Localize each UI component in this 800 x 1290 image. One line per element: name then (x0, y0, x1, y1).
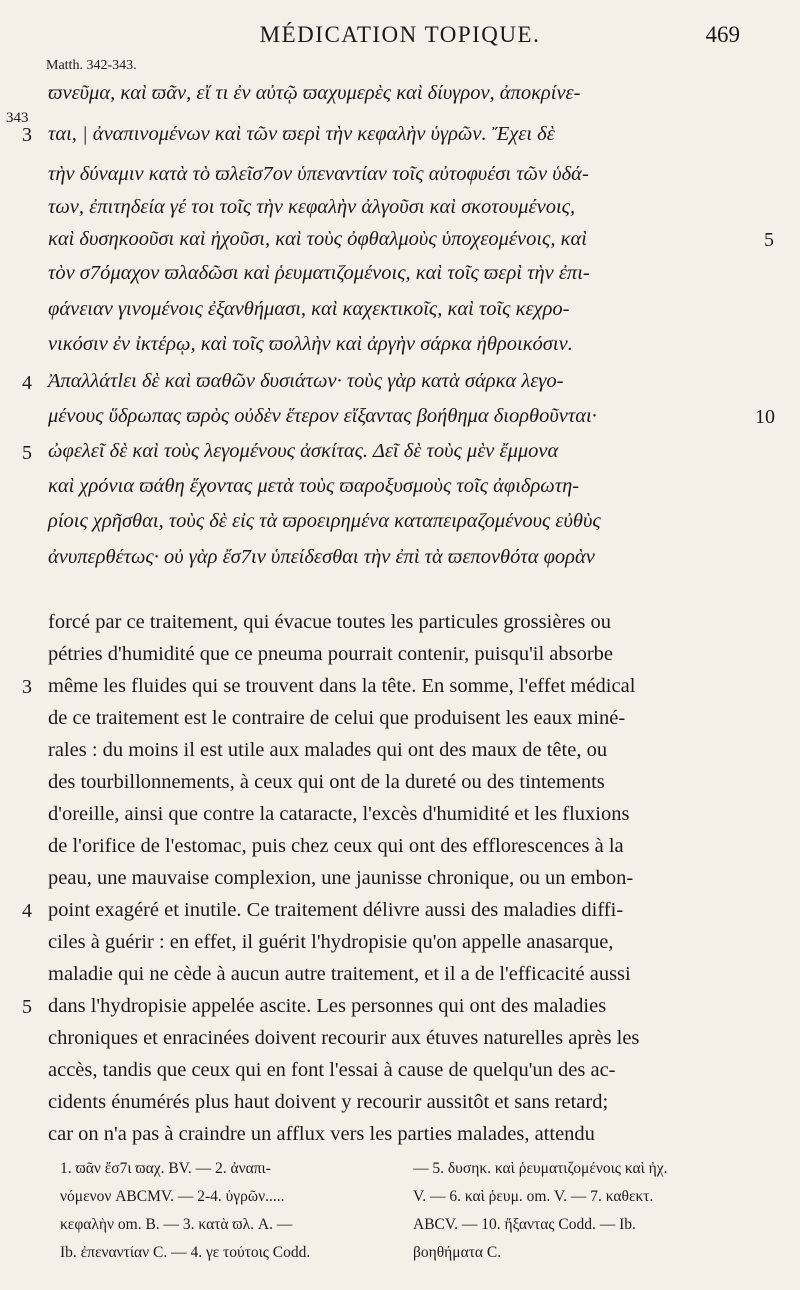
footnote-line: — 5. δυσηκ. καὶ ῥευματιζομένοις καὶ ἠχ. (413, 1160, 668, 1177)
french-line: accès, tandis que ceux qui en font l'essai à cause de quelqu'un des ac- (48, 1059, 616, 1081)
section-number: 3 (22, 676, 32, 698)
greek-line: καὶ δυσηκοοῦσι καὶ ἠχοῦσι, καὶ τοὺς ὀφθαλμοὺς ὑποχεομένοις, καὶ (48, 228, 587, 250)
footnote-line: 1. ϖᾶν ἔσ7ι ϖαχ. BV. — 2. ἀναπι- (60, 1160, 271, 1177)
greek-line: μένους ὕδρωπας ϖρὸς οὐδὲν ἕτερον εἴξαντας βοήθημα διορθοῦνται· (48, 405, 597, 427)
footnote-line: κεφαλὴν om. B. — 3. κατὰ ϖλ. A. — (60, 1216, 293, 1233)
footnote-line: Ib. ἐπεναντίαν C. — 4. γε τούτοις Codd. (60, 1244, 311, 1261)
greek-line: νικόσιν ἐν ἰκτέρῳ, καὶ τοῖς ϖολλὴν καὶ ἀργὴν σάρκα ἠθροικόσιν. (48, 333, 573, 355)
page-header (0, 22, 800, 56)
footnote-line: νόμενον ABCMV. — 2-4. ὑγρῶν..... (60, 1188, 285, 1205)
greek-line: φάνειαν γινομένοις ἐξανθήμασι, καὶ καχεκτικοῖς, καὶ τοῖς κεχρο- (48, 298, 570, 320)
section-number: 5 (22, 996, 32, 1018)
french-line: dans l'hydropisie appelée ascite. Les personnes qui ont des maladies (48, 995, 607, 1017)
french-line: même les fluides qui se trouvent dans la tête. En somme, l'effet médical (48, 675, 636, 697)
greek-line: τὴν δύναμιν κατὰ τὸ ϖλεῖσ7ον ὑπεναντίαν τοῖς αὐτοφυέσι τῶν ὑδά- (48, 163, 589, 185)
footnote-line: βοηθήματα C. (413, 1244, 502, 1261)
french-line: point exagéré et inutile. Ce traitement délivre aussi des maladies diffi- (48, 899, 624, 921)
french-line: de ce traitement est le contraire de celui que produisent les eaux miné- (48, 707, 626, 729)
greek-line: ται, | ἀναπινομένων καὶ τῶν ϖερὶ τὴν κεφαλὴν ὑγρῶν. Ἔχει δὲ (48, 123, 555, 145)
french-line: pétries d'humidité que ce pneuma pourrait contenir, puisqu'il absorbe (48, 643, 614, 665)
french-line: ciles à guérir : en effet, il guérit l'hydropisie qu'on appelle anasarque, (48, 931, 614, 953)
line-number: 5 (764, 229, 774, 251)
french-line: cidents énumérés plus haut doivent y recourir aussitôt et sans retard; (48, 1091, 609, 1113)
greek-line: ἀνυπερθέτως· οὐ γὰρ ἔσ7ιν ὑπείδεσθαι τὴν ἐπὶ τὰ ϖεπονθότα φορὰν (48, 546, 595, 568)
edition-reference: Matth. 342-343. (46, 58, 137, 73)
footnote-line: V. — 6. καὶ ῥευμ. om. V. — 7. καθεκτ. (413, 1188, 654, 1205)
line-number: 10 (755, 406, 775, 428)
section-number: 4 (22, 372, 32, 394)
section-number: 5 (22, 442, 32, 464)
french-line: rales : du moins il est utile aux malades qui ont des maux de tête, ou (48, 739, 608, 761)
section-number: 3 (22, 124, 32, 146)
french-line: chroniques et enracinées doivent recourir aux étuves naturelles après les (48, 1027, 640, 1049)
french-line: de l'orifice de l'estomac, puis chez ceux qui ont des efflorescences à la (48, 835, 624, 857)
french-line: car on n'a pas à craindre un afflux vers les parties malades, attendu (48, 1123, 595, 1145)
greek-line: ρίοις χρῆσθαι, τοὺς δὲ εἰς τὰ ϖροειρημένα καταπειραζομένους εὐθὺς (48, 510, 601, 532)
french-line: peau, une mauvaise complexion, une jaunisse chronique, ou un embon- (48, 867, 634, 889)
section-number: 4 (22, 900, 32, 922)
greek-line: ϖνεῦμα, καὶ ϖᾶν, εἴ τι ἐν αὐτῷ ϖαχυμερὲς καὶ δίυγρον, ἀποκρίνε- (48, 82, 581, 104)
running-title: MÉDICATION TOPIQUE. (259, 22, 541, 47)
greek-line: Ἀπαλλάτlει δὲ καὶ ϖαθῶν δυσιάτων· τοὺς γὰρ κατὰ σάρκα λεγο- (48, 370, 564, 392)
page-number: 469 (705, 22, 740, 47)
greek-line: ὠφελεῖ δὲ καὶ τοὺς λεγομένους ἀσκίτας. Δεῖ δὲ τοὺς μὲν ἔμμονα (48, 440, 559, 462)
french-line: maladie qui ne cède à aucun autre traitement, et il a de l'efficacité aussi (48, 963, 631, 985)
greek-line: καὶ χρόνια ϖάθη ἔχοντας μετὰ τοὺς ϖαροξυσμοὺς τοῖς ἀφιδρωτη- (48, 475, 580, 497)
page-ref-marker: 343 (6, 110, 29, 126)
footnote-line: ABCV. — 10. ἤξαντας Codd. — Ib. (413, 1216, 636, 1233)
greek-line: τὸν σ7όμαχον ϖλαδῶσι καὶ ῥευματιζομένοις, καὶ τοῖς ϖερὶ τὴν ἐπι- (48, 262, 590, 284)
french-line: des tourbillonnements, à ceux qui ont de la dureté ou des tintements (48, 771, 605, 793)
greek-line: των, ἐπιτηδεία γέ τοι τοῖς τὴν κεφαλὴν ἀλγοῦσι καὶ σκοτουμένοις, (48, 196, 576, 218)
french-line: d'oreille, ainsi que contre la cataracte, l'excès d'humidité et les fluxions (48, 803, 630, 825)
french-line: forcé par ce traitement, qui évacue toutes les particules grossières ou (48, 611, 611, 633)
